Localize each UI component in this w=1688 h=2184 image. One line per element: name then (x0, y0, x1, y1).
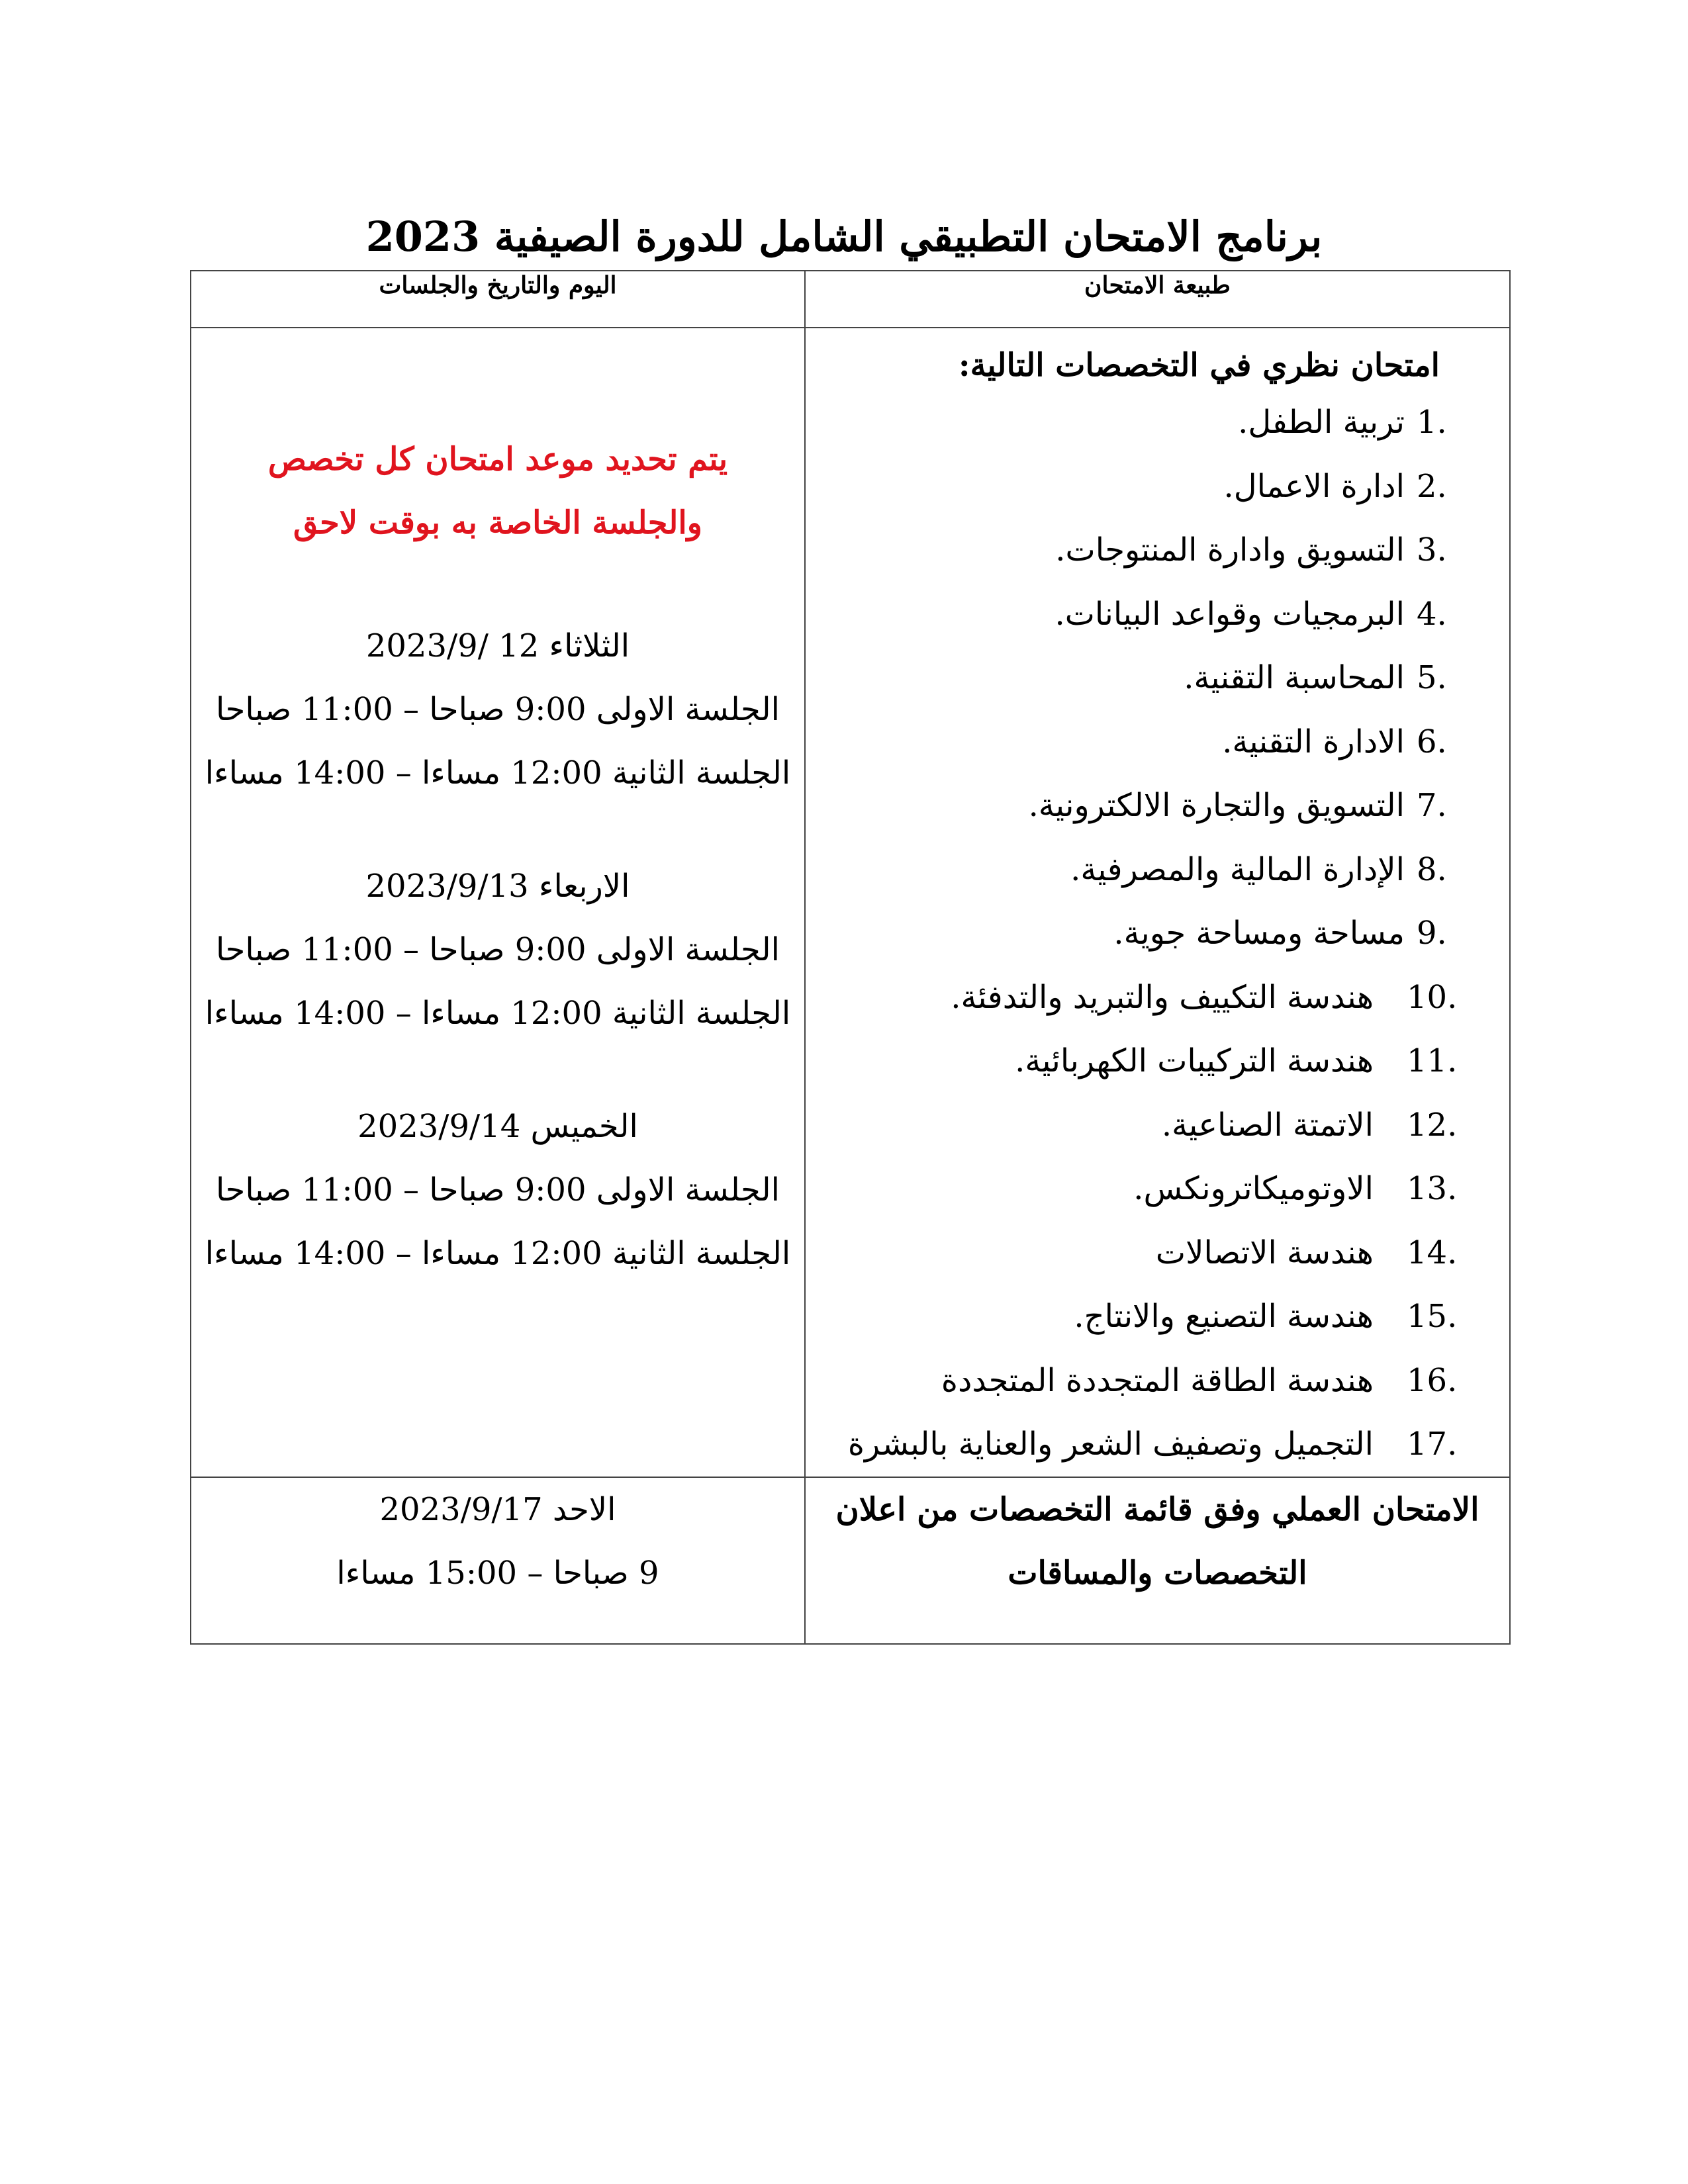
item-number: 5. (1417, 659, 1447, 697)
list-item (806, 838, 1509, 902)
item-number: 1. (1417, 404, 1447, 441)
session-first: الجلسة الاولى 9:00 صباحا – 11:00 صباحا (216, 931, 780, 968)
item-number: 2. (1417, 467, 1447, 505)
session-second: الجلسة الثانية 12:00 مساءا – 14:00 مساءا (205, 995, 791, 1032)
day-date: الخميس 2023/9/14 (357, 1108, 638, 1145)
item-number: 15. (1407, 1298, 1458, 1336)
list-item (806, 1221, 1509, 1285)
session-second: الجلسة الثانية 12:00 مساءا – 14:00 مساءا (205, 1235, 791, 1272)
practical-time: 9 صباحا – 15:00 مساءا (336, 1554, 659, 1592)
list-item (806, 966, 1509, 1030)
practical-exam-cell: الامتحان العملي وفق قائمة التخصصات من اعلان التخصصات والمساقات (805, 1477, 1510, 1644)
item-text: هندسة الطاقة المتجددة المتجددة (941, 1361, 1374, 1399)
list-item (806, 390, 1509, 455)
list-item (806, 1349, 1509, 1413)
item-text: المحاسبة التقنية. (1184, 659, 1405, 697)
item-number: 13. (1407, 1170, 1458, 1208)
item-text: الإدارة المالية والمصرفية. (1070, 850, 1405, 888)
item-number: 10. (1407, 978, 1458, 1016)
exam-schedule-table (190, 270, 1511, 1645)
item-number: 4. (1417, 595, 1447, 633)
list-item (806, 1412, 1509, 1477)
item-text: هندسة الاتصالات (1155, 1234, 1374, 1271)
practical-date-cell (191, 1477, 805, 1644)
header-exam-type: طبيعة الامتحان (805, 271, 1510, 328)
item-number: 7. (1417, 787, 1447, 825)
item-number: 12. (1407, 1106, 1458, 1144)
theory-row (191, 328, 1510, 1477)
theory-exam-cell (805, 328, 1510, 1477)
theory-sessions-cell (191, 328, 805, 1477)
day-block-thursday (191, 1095, 804, 1285)
day-block-wednesday (191, 854, 804, 1045)
table-header-row (191, 271, 1510, 328)
item-text: التسويق والتجارة الالكترونية. (1028, 787, 1405, 825)
item-number: 3. (1417, 531, 1447, 569)
list-item (806, 774, 1509, 838)
session-first: الجلسة الاولى 9:00 صباحا – 11:00 صباحا (216, 691, 780, 728)
list-item (806, 1093, 1509, 1158)
item-number: 8. (1417, 850, 1447, 888)
session-second: الجلسة الثانية 12:00 مساءا – 14:00 مساءا (205, 754, 791, 792)
session-first: الجلسة الاولى 9:00 صباحا – 11:00 صباحا (216, 1171, 780, 1208)
list-item (806, 901, 1509, 966)
item-text: تربية الطفل. (1238, 404, 1405, 441)
list-item (806, 518, 1509, 582)
list-item (806, 1029, 1509, 1093)
notice-text: يتم تحديد موعد امتحان كل تخصص والجلسة الخاصة به بوقت لاحق (267, 441, 728, 541)
item-text: البرمجيات وقواعد البيانات. (1055, 595, 1405, 633)
day-date: الثلاثاء 12 /2023/9 (365, 627, 630, 664)
item-number: 11. (1407, 1042, 1458, 1080)
item-number: 17. (1407, 1426, 1458, 1463)
item-number: 9. (1417, 915, 1447, 952)
item-text: مساحة ومساحة جوية. (1113, 915, 1405, 952)
item-text: التجميل وتصفيف الشعر والعناية بالبشرة (847, 1426, 1374, 1463)
list-item (806, 1285, 1509, 1349)
item-text: ادارة الاعمال. (1223, 467, 1405, 505)
list-item (806, 582, 1509, 647)
item-text: الاوتوميكاترونكس. (1133, 1170, 1374, 1208)
item-text: هندسة التكييف والتبريد والتدفئة. (951, 978, 1374, 1016)
practical-row (191, 1477, 1510, 1644)
list-item (806, 1157, 1509, 1221)
item-text: الادارة التقنية. (1222, 723, 1405, 760)
day-date: الاربعاء 2023/9/13 (365, 868, 630, 905)
item-text: التسويق وادارة المنتوجات. (1055, 531, 1405, 569)
item-text: هندسة التركيبات الكهربائية. (1015, 1042, 1374, 1080)
item-number: 16. (1407, 1361, 1458, 1399)
page-title: برنامج الامتحان التطبيقي الشامل للدورة الصيفية 2023 (365, 212, 1323, 261)
item-text: هندسة التصنيع والانتاج. (1074, 1298, 1374, 1336)
practical-day-date: الاحد 2023/9/17 (379, 1490, 616, 1528)
list-item (806, 646, 1509, 710)
list-item (806, 455, 1509, 519)
item-text: الاتمتة الصناعية. (1161, 1106, 1374, 1144)
theory-heading: امتحان نظري في التخصصات التالية: (958, 347, 1440, 384)
day-block-tuesday (191, 614, 804, 805)
item-number: 14. (1407, 1234, 1458, 1271)
item-number: 6. (1417, 723, 1447, 760)
list-item (806, 710, 1509, 774)
header-day-date-sessions: اليوم والتاريخ والجلسات (191, 271, 805, 328)
specialization-list (806, 390, 1509, 1477)
